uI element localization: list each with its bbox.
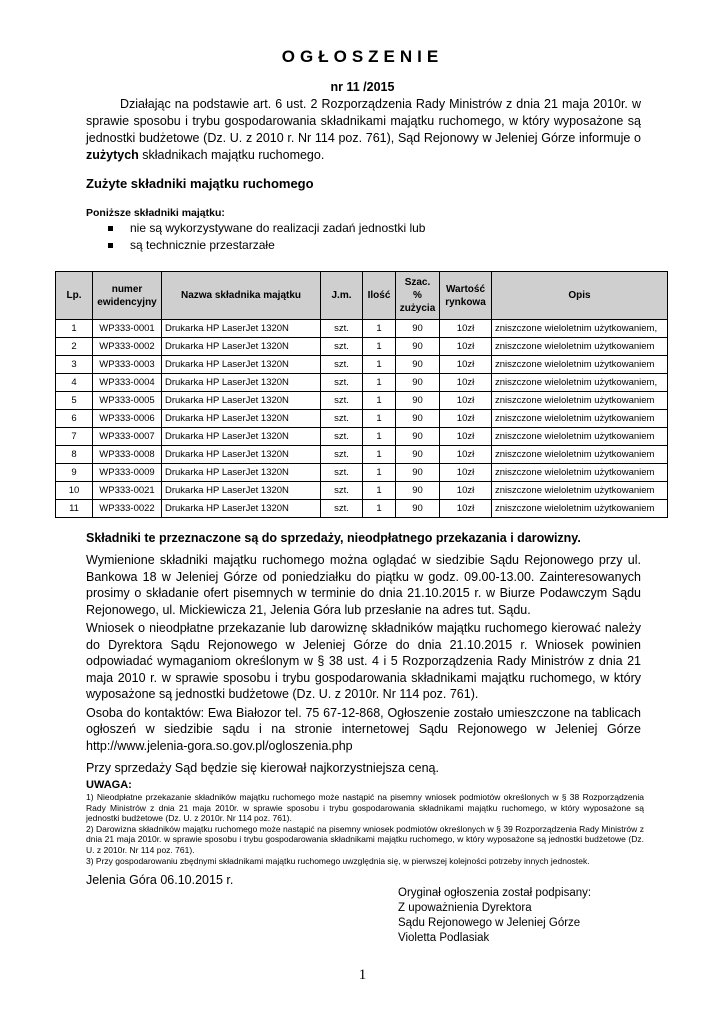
cell-szac: 90 [396,392,440,410]
list-heading: Poniższe składniki majątku: [86,207,225,219]
request-paragraph: Wniosek o nieodpłatne przekazanie lub darowiznę składników majątku ruchomego kierować należy do Dyrektora Sądu Rejonowego w Jeleniej Górze do dnia 21.10.2015 r. Wniosek powinien odpowiadać wymaganiom określonym w § 38 ust. 4 i 5 Rozporządzenia Rady Ministrów z dnia 21 maja 2010 r. w sprawie sposobu i trybu gospodarowania składnikami majątku ruchomego, w który wyposażone są jednostki budżetowe (Dz. U. z 2010r. Nr 114 poz. 761). [86,621,641,701]
cell-ilosc: 1 [363,482,396,500]
assets-table [55,271,668,518]
table-row [56,482,668,500]
cell-lp: 6 [56,410,93,428]
cell-opis: zniszczone wieloletnim użytkowaniem [492,446,668,464]
cell-wartosc: 10zł [440,320,492,338]
cell-numer: WP333-0001 [93,320,162,338]
signature-block [398,886,591,946]
cell-lp: 9 [56,464,93,482]
cell-numer: WP333-0009 [93,464,162,482]
table-row [56,410,668,428]
sale-heading: Składniki te przeznaczone są do sprzedaży, nieodpłatnego przekazania i darowizny. [86,531,581,545]
cell-wartosc: 10zł [440,482,492,500]
intro-text-end: składnikach majątku ruchomego. [138,148,325,162]
cell-nazwa: Drukarka HP LaserJet 1320N [162,482,321,500]
cell-nazwa: Drukarka HP LaserJet 1320N [162,356,321,374]
table-header-row [56,272,668,320]
cell-ilosc: 1 [363,446,396,464]
cell-szac: 90 [396,482,440,500]
cell-jm: szt. [321,464,363,482]
place-date: Jelenia Góra 06.10.2015 r. [86,873,234,887]
table-row [56,446,668,464]
body-text [86,552,641,779]
cell-wartosc: 10zł [440,374,492,392]
section-heading: Zużyte składniki majątku ruchomego [86,176,314,191]
table-row [56,338,668,356]
cell-numer: WP333-0021 [93,482,162,500]
table-row [56,464,668,482]
header-jm: J.m. [321,272,363,320]
cell-szac: 90 [396,410,440,428]
cell-ilosc: 1 [363,338,396,356]
table-row [56,374,668,392]
cell-ilosc: 1 [363,428,396,446]
cell-numer: WP333-0006 [93,410,162,428]
cell-jm: szt. [321,320,363,338]
intro-bold-word: zużytych [86,148,139,162]
cell-numer: WP333-0004 [93,374,162,392]
header-nazwa: Nazwa składnika majątku [162,272,321,320]
intro-text: Działając na podstawie art. 6 ust. 2 Rozporządzenia Rady Ministrów z dnia 21 maja 2010r. w sprawie sposobu i trybu gospodarowania składnikami majątku ruchomego, w który wyposażone są jednostki budżetowe (Dz. U. z 2010 r. Nr 114 poz. 761), Sąd Rejonowy w Jeleniej Górze informuje o [86,97,641,145]
cell-jm: szt. [321,374,363,392]
table-row [56,320,668,338]
cell-wartosc: 10zł [440,356,492,374]
cell-jm: szt. [321,392,363,410]
cell-numer: WP333-0005 [93,392,162,410]
cell-numer: WP333-0008 [93,446,162,464]
bullet-list [86,220,425,254]
intro-paragraph [86,96,641,164]
price-paragraph: Przy sprzedaży Sąd będzie się kierował najkorzystniejsza ceną. [86,761,439,775]
announcement-number: nr 11 /2015 [330,80,395,94]
cell-nazwa: Drukarka HP LaserJet 1320N [162,374,321,392]
cell-nazwa: Drukarka HP LaserJet 1320N [162,428,321,446]
cell-szac: 90 [396,464,440,482]
cell-jm: szt. [321,338,363,356]
table-row [56,500,668,518]
cell-numer: WP333-0002 [93,338,162,356]
cell-ilosc: 1 [363,374,396,392]
cell-nazwa: Drukarka HP LaserJet 1320N [162,410,321,428]
cell-ilosc: 1 [363,464,396,482]
cell-wartosc: 10zł [440,392,492,410]
page-title: OGŁOSZENIE [281,47,444,66]
cell-wartosc: 10zł [440,446,492,464]
cell-opis: zniszczone wieloletnim użytkowaniem [492,482,668,500]
cell-wartosc: 10zł [440,410,492,428]
cell-wartosc: 10zł [440,428,492,446]
header-wartosc: Wartość rynkowa [440,272,492,320]
warning-heading: UWAGA: [86,779,132,791]
cell-lp: 2 [56,338,93,356]
cell-szac: 90 [396,374,440,392]
cell-ilosc: 1 [363,410,396,428]
cell-szac: 90 [396,320,440,338]
header-szac: Szac. % zużycia [396,272,440,320]
cell-jm: szt. [321,446,363,464]
signature-line: Sądu Rejonowego w Jeleniej Górze [398,917,581,929]
cell-szac: 90 [396,446,440,464]
cell-nazwa: Drukarka HP LaserJet 1320N [162,338,321,356]
cell-nazwa: Drukarka HP LaserJet 1320N [162,464,321,482]
cell-szac: 90 [396,500,440,518]
cell-wartosc: 10zł [440,464,492,482]
cell-nazwa: Drukarka HP LaserJet 1320N [162,320,321,338]
square-bullet-icon [108,243,113,248]
warning-note: 1) Nieodpłatne przekazanie składników majątku ruchomego może nastąpić na pisemny wniosek podmiotów określonych w § 38 Rozporządzenia Rady Ministrów z dnia 21 maja 2010r. w sprawie sposobu i trybu gospodarowania składnikami majątku ruchomego, w który wyposażone są jednostki budżetowe (Dz. U. z 2010r. Nr 114 poz. 761). [86,792,644,824]
cell-nazwa: Drukarka HP LaserJet 1320N [162,446,321,464]
warning-note: 3) Przy gospodarowaniu zbędnymi składnikami majątku ruchomego uwzględnia się, w pierwszej kolejności potrzeby innych jednostek. [86,855,590,866]
table-row [56,356,668,374]
cell-jm: szt. [321,428,363,446]
cell-szac: 90 [396,338,440,356]
warning-block [86,779,644,866]
cell-lp: 8 [56,446,93,464]
viewing-paragraph: Wymienione składniki majątku ruchomego można oglądać w siedzibie Sądu Rejonowego przy ul. Bankowa 18 w Jeleniej Górze od poniedziałku do piątku w godz. 09.00-13.00. Zainteresowanych prosimy o składanie ofert pisemnych w terminie do dnia 21.10.2015 r. w Biurze Podawczym Sądu Rejonowego, ul. Mickiewicza 21, Jelenia Góra lub przesłanie na adres tut. Sądu. [86,553,641,617]
cell-opis: zniszczone wieloletnim użytkowaniem [492,410,668,428]
cell-jm: szt. [321,500,363,518]
square-bullet-icon [108,226,113,231]
signature-line: Violetta Podlasiak [398,932,490,944]
signature-line: Oryginał ogłoszenia został podpisany: [398,887,592,899]
list-item: są technicznie przestarzałe [86,237,425,254]
cell-jm: szt. [321,410,363,428]
cell-opis: zniszczone wieloletnim użytkowaniem [492,392,668,410]
cell-numer: WP333-0022 [93,500,162,518]
list-item: nie są wykorzystywane do realizacji zadań jednostki lub [86,220,425,237]
cell-ilosc: 1 [363,392,396,410]
cell-nazwa: Drukarka HP LaserJet 1320N [162,392,321,410]
cell-opis: zniszczone wieloletnim użytkowaniem, [492,320,668,338]
cell-jm: szt. [321,482,363,500]
cell-opis: zniszczone wieloletnim użytkowaniem [492,356,668,374]
cell-opis: zniszczone wieloletnim użytkowaniem [492,500,668,518]
cell-ilosc: 1 [363,320,396,338]
cell-opis: zniszczone wieloletnim użytkowaniem [492,338,668,356]
cell-numer: WP333-0007 [93,428,162,446]
cell-szac: 90 [396,428,440,446]
cell-opis: zniszczone wieloletnim użytkowaniem [492,428,668,446]
cell-opis: zniszczone wieloletnim użytkowaniem, [492,374,668,392]
header-ilosc: Ilość [363,272,396,320]
cell-ilosc: 1 [363,356,396,374]
header-lp: Lp. [56,272,93,320]
cell-lp: 4 [56,374,93,392]
cell-jm: szt. [321,356,363,374]
cell-opis: zniszczone wieloletnim użytkowaniem [492,464,668,482]
cell-lp: 11 [56,500,93,518]
cell-lp: 3 [56,356,93,374]
header-numer: numer ewidencyjny [93,272,162,320]
cell-ilosc: 1 [363,500,396,518]
header-opis: Opis [492,272,668,320]
page-number: 1 [358,967,367,983]
cell-nazwa: Drukarka HP LaserJet 1320N [162,500,321,518]
cell-lp: 7 [56,428,93,446]
cell-wartosc: 10zł [440,338,492,356]
cell-lp: 10 [56,482,93,500]
table-row [56,428,668,446]
cell-lp: 1 [56,320,93,338]
cell-szac: 90 [396,356,440,374]
table-body [56,320,668,518]
cell-numer: WP333-0003 [93,356,162,374]
warning-note: 2) Darowizna składników majątku ruchomego może nastąpić na pisemny wniosek podmiotów określonych w § 39 Rozporządzenia Rady Ministrów z dnia 21 maja 2010r. w sprawie sposobu i trybu gospodarowania składnikami majątku ruchomego, w który wyposażone są jednostki budżetowe (Dz. U. z 2010r. Nr 114 poz. 761). [86,823,644,855]
contact-paragraph: Osoba do kontaktów: Ewa Białozor tel. 75 67-12-868, Ogłoszenie zostało umieszczone na tablicach ogłoszeń w siedzibie sądu i na stronie internetowej Sądu Rejonowego w Jeleniej Górze http://www.jelenia-gora.so.gov.pl/ogloszenia.php [86,705,641,753]
table-row [56,392,668,410]
cell-lp: 5 [56,392,93,410]
cell-wartosc: 10zł [440,500,492,518]
signature-line: Z upoważnienia Dyrektora [398,902,532,914]
